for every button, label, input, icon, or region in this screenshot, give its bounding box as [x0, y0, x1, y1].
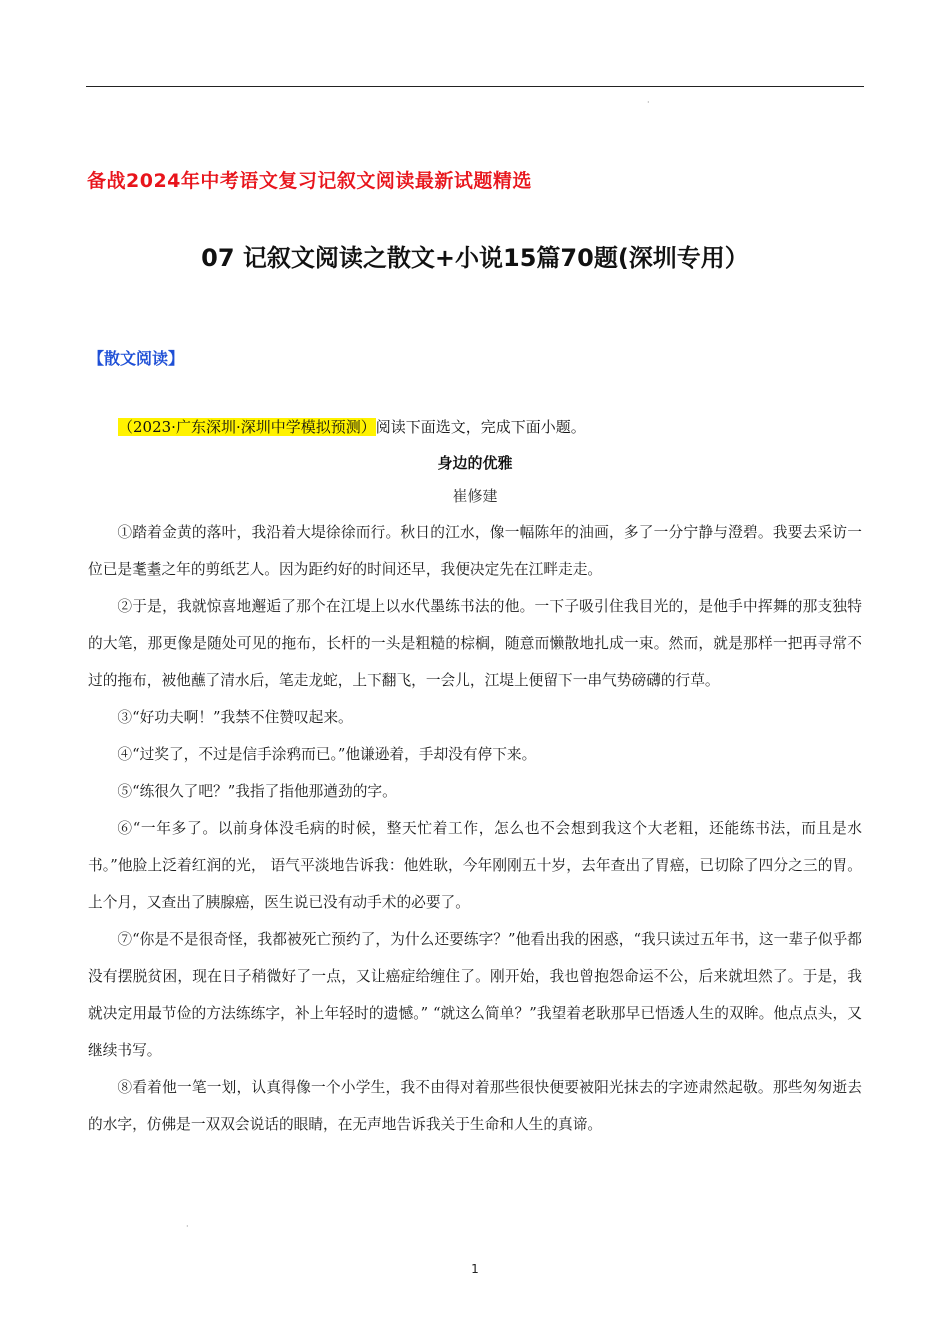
section-heading: 【散文阅读】	[88, 349, 185, 368]
decorative-dot: ·	[647, 98, 650, 107]
series-title: 备战2024年中考语文复习记叙文阅读最新试题精选	[87, 170, 532, 192]
paragraph-5: ⑤“练很久了吧？”我指了指他那遒劲的字。	[117, 783, 397, 800]
paragraph-7: ⑦“你是不是很奇怪，我都被死亡预约了，为什么还要练字？”他看出我的困惑，“我只读过五年书，这一辈子似乎都没有摆脱贫困，现在日子稍微好了一点，又让癌症给缠住了。刚开始，我也曾抱怨命运不公，后来就坦然了。于是，我就决定用最节俭的方法练练字，补上年轻时的遗憾。” “就这么简单？”我望着老耿那早已悟透人生的双眸。他点点头，又继续书写。	[88, 931, 862, 1059]
paragraph-2: ②于是，我就惊喜地邂逅了那个在江堤上以水代墨练书法的他。一下子吸引住我目光的，是他手中挥舞的那支独特的大笔，那更像是随处可见的拖布，长杆的一头是粗糙的棕榈，随意而懒散地扎成一束。然而，就是那样一把再寻常不过的拖布，被他蘸了清水后，笔走龙蛇，上下翻飞，一会儿，江堤上便留下一串气势磅礴的行草。	[88, 598, 862, 689]
decorative-dot: ·	[186, 1222, 189, 1231]
article-title: 身边的优雅	[437, 454, 513, 472]
paragraph-6: ⑥“一年多了。以前身体没毛病的时候，整天忙着工作，怎么也不会想到我这个大老粗，还能练书法，而且是水书。”他脸上泛着红润的光， 语气平淡地告诉我：他姓耿，今年刚刚五十岁，去年查出了胃癌，已切除了四分之三的胃。上个月，又查出了胰腺癌，医生说已没有动手术的必要了。	[88, 820, 862, 911]
question-intro	[118, 416, 586, 437]
article-author: 崔修建	[452, 487, 498, 505]
question-source-highlight: （2023·广东深圳·深圳中学模拟预测）	[118, 418, 376, 436]
question-instruction: 阅读下面选文，完成下面小题。	[375, 418, 586, 436]
header-rule	[86, 86, 864, 87]
paragraph-1: ①踏着金黄的落叶，我沿着大堤徐徐而行。秋日的江水，像一幅陈年的油画，多了一分宁静与澄碧。我要去采访一位已是耄耋之年的剪纸艺人。因为距约好的时间还早，我便决定先在江畔走走。	[88, 524, 862, 578]
page-title: 07 记叙文阅读之散文+小说15篇70题(深圳专用）	[201, 244, 749, 272]
paragraph-8: ⑧看着他一笔一划，认真得像一个小学生，我不由得对着那些很快便要被阳光抹去的字迹肃然起敬。那些匆匆逝去的水字，仿佛是一双双会说话的眼睛，在无声地告诉我关于生命和人生的真谛。	[88, 1079, 862, 1133]
paragraph-3: ③“好功夫啊！”我禁不住赞叹起来。	[117, 709, 353, 726]
page-number: 1	[471, 1262, 479, 1276]
paragraph-4: ④“过奖了，不过是信手涂鸦而已。”他谦逊着，手却没有停下来。	[117, 746, 537, 763]
article-body	[88, 514, 862, 1143]
